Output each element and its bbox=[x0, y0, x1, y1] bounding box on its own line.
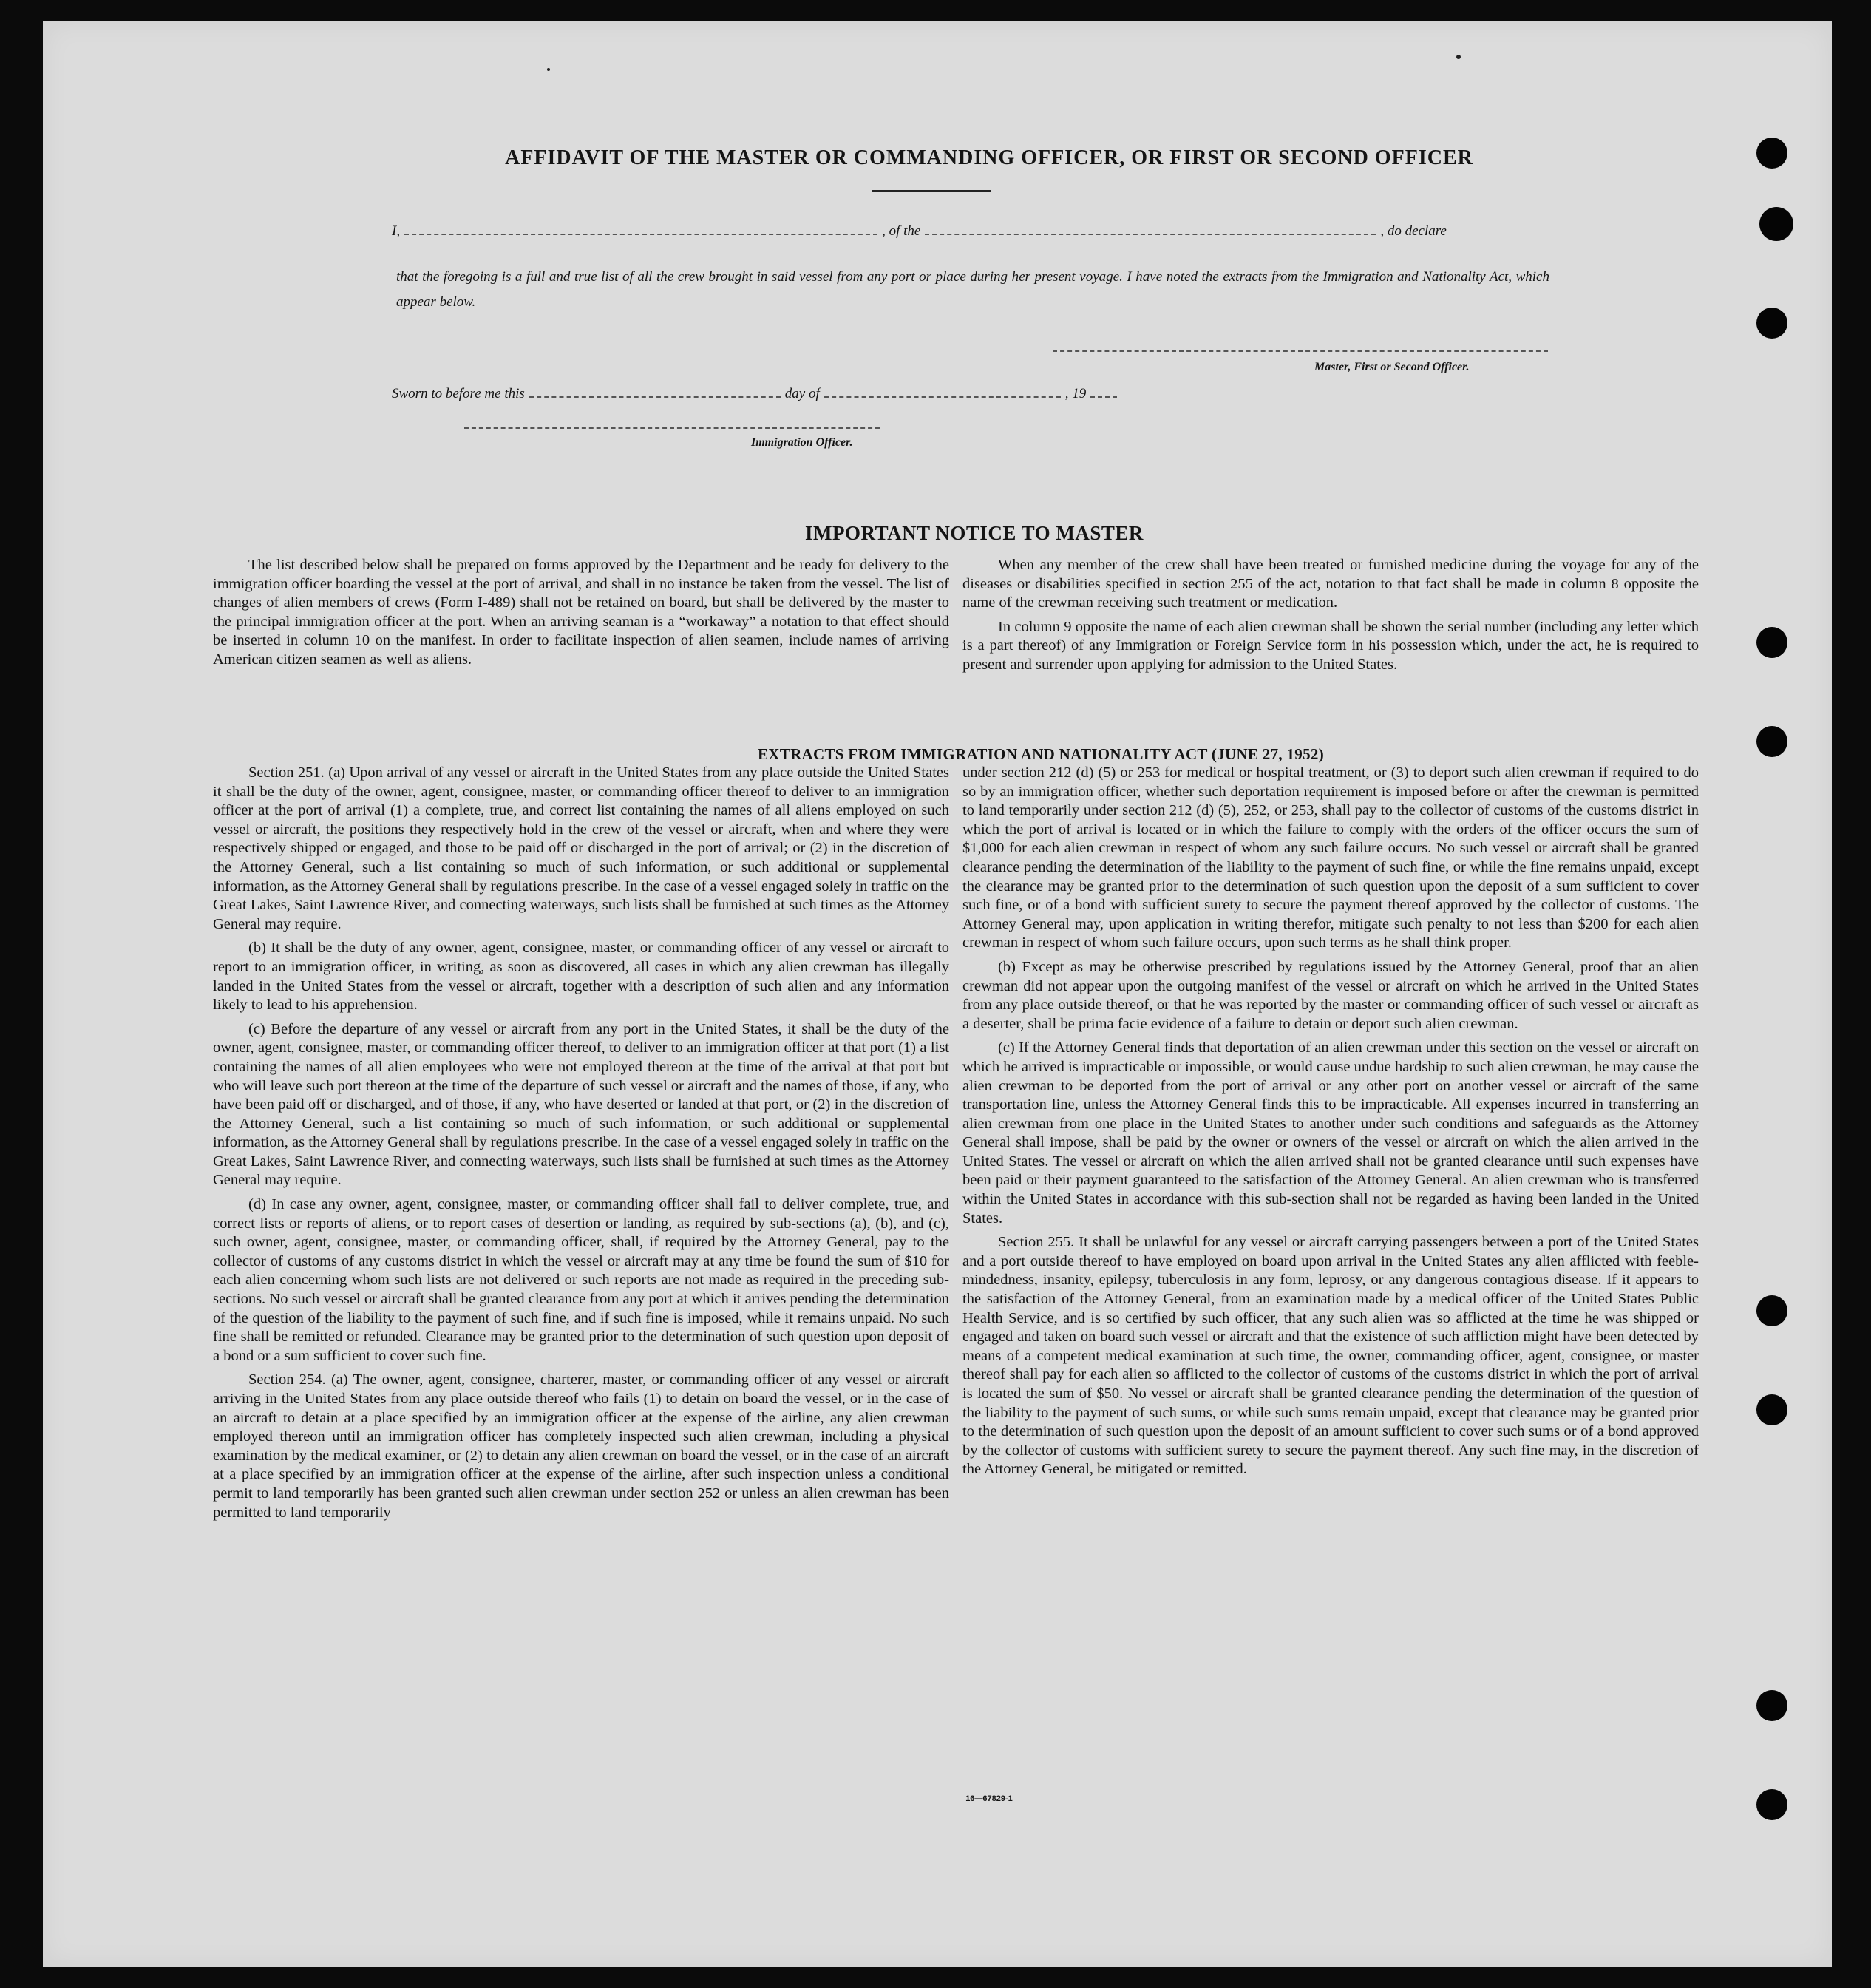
do-declare-label: , do declare bbox=[1380, 223, 1447, 239]
notice-left-column bbox=[213, 556, 949, 675]
notice-right-paragraph-1: When any member of the crew shall have been treated or furnished medicine during the voyage for any of the diseases or disabilities specified in section 255 of the act, notation to that fact shall be made in column 8 opposite the name of the crewman receiving such treatment or medication. bbox=[962, 557, 1699, 611]
day-of-label: day of bbox=[784, 386, 820, 401]
punch-hole bbox=[1756, 1690, 1787, 1721]
affidavit-statement: that the foregoing is a full and true list of all the crew brought in said vessel from any port or place during her present voyage. I have noted the extracts from the Immigration and Nationality Act, which appear below. bbox=[396, 269, 1549, 310]
officer-signature-caption: Immigration Officer. bbox=[751, 436, 853, 449]
punch-hole bbox=[1756, 1789, 1787, 1820]
notice-title: IMPORTANT NOTICE TO MASTER bbox=[805, 522, 1144, 544]
punch-hole bbox=[1756, 1295, 1787, 1326]
punch-hole bbox=[1756, 138, 1787, 169]
form-page bbox=[43, 21, 1832, 1967]
officer-signature-line[interactable] bbox=[464, 426, 880, 429]
affidavit-title: AFFIDAVIT OF THE MASTER OR COMMANDING OFFICER, OR FIRST OR SECOND OFFICER bbox=[505, 146, 1473, 169]
sworn-line bbox=[392, 384, 1121, 402]
declarant-name-field[interactable] bbox=[404, 222, 877, 235]
sworn-year-field[interactable] bbox=[1090, 384, 1117, 398]
form-code: 16—67829-1 bbox=[965, 1794, 1013, 1803]
sworn-day-field[interactable] bbox=[529, 384, 781, 398]
notice-left-paragraph: The list described below shall be prepared on forms approved by the Department and be ready for delivery to the immigration officer boarding the vessel at the port of arrival, and shall in no instance be taken from the vessel. The list of changes of alien members of crews (Form I-489) shall not be retained on board, but shall be delivered by the master to the principal immigration officer at the port. When an arriving seaman is a “workaway” a notation to that effect should be inserted in column 10 on the manifest. In order to facilitate inspection of alien seamen, include names of arriving American citizen seamen as well as aliens. bbox=[213, 557, 949, 668]
notice-right-column bbox=[962, 556, 1699, 680]
scan-speck bbox=[547, 68, 550, 71]
vessel-name-field[interactable] bbox=[925, 222, 1376, 235]
declarant-label: I, bbox=[392, 223, 401, 239]
punch-hole bbox=[1759, 207, 1793, 241]
section-251-d: (d) In case any owner, agent, consignee, master, or commanding officer shall fail to deliver complete, true, and correct lists or reports of aliens, or to report cases of desertion or landing, as required by sub-sections (a), (b), and (c), such owner, agent, consignee, master, or commanding officer, shall, if required by the Attorney General, pay to the collector of customs of any customs district in which the vessel or aircraft may at any time be found the sum of $10 for each alien concerning whom such lists are not delivered or such reports are not made as required in the preceding sub-sections. No such vessel or aircraft shall be granted clearance from any port at which it arrives pending the determination of the question of the liability to the payment of such fine, and if such fine is imposed, while it remains unpaid. No such fine shall be remitted or refunded. Clearance may be granted prior to the determination of such question upon deposit of a bond or a sum sufficient to cover such fine. bbox=[213, 1196, 949, 1364]
declaration-line bbox=[392, 222, 1447, 240]
section-251-c: (c) Before the departure of any vessel or aircraft from any port in the United States, it shall be the duty of the owner, agent, consignee, master, or commanding officer thereof, to deliver to an immigration officer at that port (1) a list containing the names of all alien employees who were not employed thereon at the time of the arrival at that port but who will leave such port thereon at the time of the departure of such vessel or aircraft and the names of those, if any, who have been paid off or discharged, and of those, if any, who have deserted or landed at that port, or (2) in the discretion of the Attorney General, such a list containing so much of such information, or such additional or supplemental information, as the Attorney General shall by regulations prescribe. In the case of a vessel engaged solely in traffic on the Great Lakes, Saint Lawrence River, and connecting waterways, such lists shall be furnished at such times as the Attorney General may require. bbox=[213, 1020, 950, 1189]
punch-hole bbox=[1756, 308, 1787, 339]
notice-right-paragraph-2: In column 9 opposite the name of each alien crewman shall be shown the serial number (including any letter which is a part thereof) of any Immigration or Foreign Service form in his possession which, under the act, he is required to present and surrender upon applying for admission to the United States. bbox=[962, 618, 1699, 673]
section-254-a-continued: under section 212 (d) (5) or 253 for medical or hospital treatment, or (3) to deport such alien crewman if required to do so by an immigration officer, whether such deportation requirement is imposed before or after the crewman is permitted to land temporarily under section 212 (d) (5), 252, or 253, shall pay to the collector of customs of the customs district in which the port of arrival is located or in which the failure to comply with the orders of the officer occurs the sum of $1,000 for each alien crewman in respect of whom any such failure occurs. No such vessel or aircraft shall be granted clearance pending the determination of the liability to the payment of such fine, or while the fine remains unpaid, except the clearance may be granted prior to the determination of such question upon the deposit of a sum sufficient to cover such fine, or of a bond with sufficient surety to secure the payment thereof approved by the collector of customs. The Attorney General may, upon application in writing therefor, mitigate such penalty to not less than $200 for each alien crewman in respect of whom such failure occurs, upon such terms as he shall think proper. bbox=[962, 764, 1699, 951]
scan-speck bbox=[1456, 55, 1461, 59]
master-signature-line[interactable] bbox=[1053, 349, 1548, 352]
punch-hole bbox=[1756, 1394, 1787, 1425]
section-254-c: (c) If the Attorney General finds that deportation of an alien crewman under this section on the vessel or aircraft on which he arrived is impracticable or impossible, or would cause undue hardship to such alien crewman, he may cause the alien crewman to be deported from the port of arrival or any other port on another vessel or aircraft of the same transportation line, unless the Attorney General finds this to be impracticable. All expenses incurred in transferring an alien crewman from one place in the United States to another under such conditions and safeguards as the Attorney General shall impose, shall be paid by the owner or owners of the vessel or aircraft on which the alien arrived in the United States. The vessel or aircraft on which the alien arrived shall not be granted clearance until such expenses have been paid or their payment guaranteed to the satisfaction of the Attorney General. An alien crewman who is transferred within the United States in accordance with this sub-section shall not be regarded as having been landed in the United States. bbox=[962, 1039, 1699, 1227]
section-254-b: (b) Except as may be otherwise prescribed by regulations issued by the Attorney General, proof that an alien crewman did not appear upon the outgoing manifest of the vessel or aircraft on which he arrived in the United States from any place outside thereof, or that he was reported by the master or commanding officer of such vessel or aircraft as a deserter, shall be prima facie evidence of a failure to detain or deport such alien crewman. bbox=[962, 958, 1699, 1032]
title-divider bbox=[872, 190, 991, 192]
section-251-b: (b) It shall be the duty of any owner, agent, consignee, master, or commanding officer of any vessel or aircraft to report to an immigration officer, in writing, as soon as discovered, all cases in which any alien crewman has illegally landed in the United States from the vessel or aircraft, together with a description of such alien and any information likely to lead to his apprehension. bbox=[213, 940, 949, 1014]
extracts-left-column bbox=[213, 764, 949, 1527]
master-signature-caption: Master, First or Second Officer. bbox=[1314, 361, 1470, 373]
extracts-right-column bbox=[962, 764, 1699, 1485]
year-label: , 19 bbox=[1064, 386, 1087, 401]
punch-hole bbox=[1756, 726, 1787, 757]
section-255: Section 255. It shall be unlawful for any vessel or aircraft carrying passengers between a port of the United States and a port outside thereof to have employed on board upon arrival in the United States any alien afflicted with feeble-mindedness, insanity, epilepsy, tuberculosis in any form, leprosy, or any dangerous contagious disease. If it appears to the satisfaction of the Attorney General, from an examination made by a medical officer of the United States Public Health Service, and is so certified by such officer, that any such alien was so afflicted at the time he was shipped or engaged and taken on board such vessel or aircraft and that the existence of such affliction might have been detected by means of a competent medical examination at such time, the owner, commanding officer, agent, consignee, or master thereof shall pay for each alien so afflicted to the collector of customs of the customs district in which the port of arrival is located the sum of $50. No vessel or aircraft shall be granted clearance pending the determination of the question of the liability to the payment of such sums, or while such sums remain unpaid, except that clearance may be granted prior to the determination of such question upon the deposit of an amount sufficient to cover such sums or of a bond approved by the collector of customs with sufficient surety to secure the payment thereof. Any such fine may, in the discretion of the Attorney General, be mitigated or remitted. bbox=[962, 1234, 1699, 1478]
sworn-label: Sworn to before me this bbox=[392, 386, 525, 401]
of-the-label: , of the bbox=[882, 223, 921, 239]
punch-hole bbox=[1756, 627, 1787, 658]
section-254-a: Section 254. (a) The owner, agent, consignee, charterer, master, or commanding officer of any vessel or aircraft arriving in the United States from any place outside thereof who fails (1) to detain on board the vessel, or in the case of an aircraft to detain at a place specified by an immigration officer at the expense of the airline, any alien crewman employed thereon until an immigration officer has completely inspected such alien crewman, including a physical examination by the medical examiner, or (2) to detain any alien crewman on board the vessel, or in the case of an aircraft at a place specified by an immigration officer at the expense of the airline, after such inspection unless a conditional permit to land temporarily has been granted such alien crewman under section 252 or unless an alien crewman has been permitted to land temporarily bbox=[213, 1371, 949, 1521]
extracts-title: EXTRACTS FROM IMMIGRATION AND NATIONALITY ACT (JUNE 27, 1952) bbox=[758, 745, 1324, 763]
section-251-a: Section 251. (a) Upon arrival of any vessel or aircraft in the United States from any place outside the United States it shall be the duty of the owner, agent, consignee, master, or commanding officer thereof to deliver to an immigration officer at the port of arrival (1) a complete, true, and correct list containing the names of all aliens employed on such vessel or aircraft, the positions they respectively hold in the crew of the vessel or aircraft, when and where they were respectively shipped or engaged, and those to be paid off or discharged in the port of arrival; or (2) in the discretion of the Attorney General, such a list containing so much of such information, or such additional or supplemental information, as the Attorney General shall by regulations prescribe. In the case of a vessel engaged solely in traffic on the Great Lakes, Saint Lawrence River, and connecting waterways, such lists shall be furnished at such times as the Attorney General may require. bbox=[213, 764, 949, 932]
sworn-month-field[interactable] bbox=[824, 384, 1061, 398]
